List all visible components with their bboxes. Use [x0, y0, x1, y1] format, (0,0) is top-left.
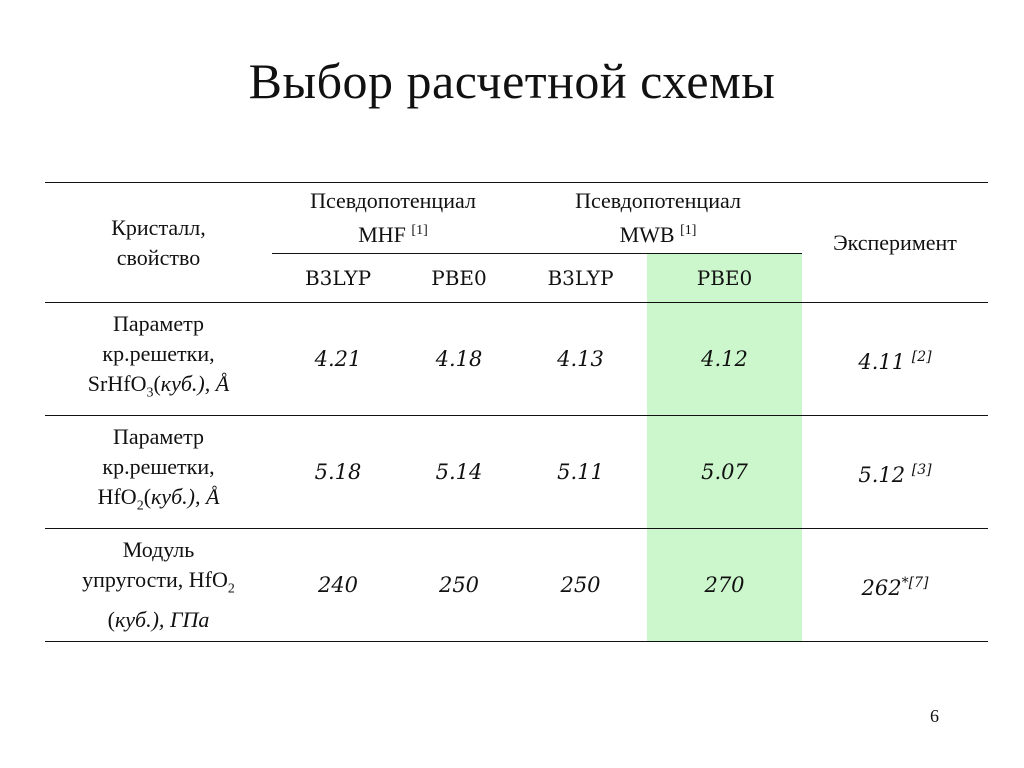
formula-post: ( — [143, 484, 152, 510]
formula-sub: 2 — [136, 498, 144, 514]
cell-value: 5.14 — [404, 416, 514, 529]
formula-unit: ), Å — [187, 484, 220, 510]
experiment-value: 5.12 — [858, 462, 906, 487]
header-group-mwb-line1: Псевдопотенциал — [575, 188, 741, 213]
cell-value: 250 — [404, 529, 514, 642]
row-label-line1: Параметр — [113, 311, 204, 337]
formula-post: ( — [153, 371, 161, 397]
cell-value: 4.13 — [514, 303, 647, 416]
row-label — [45, 416, 272, 529]
row-label-line3 — [45, 605, 272, 635]
formula-sub: 3 — [146, 385, 154, 401]
cell-value: 4.21 — [272, 303, 404, 416]
comparison-table — [45, 182, 988, 642]
formula-sub: 2 — [227, 581, 235, 597]
formula-pre: HfO — [97, 484, 137, 510]
cell-value-highlighted: 270 — [647, 529, 802, 642]
cell-value: 240 — [272, 529, 404, 642]
row-label-formula — [45, 369, 272, 408]
header-group-mhf — [272, 183, 514, 254]
formula-unit: ), Å — [197, 371, 230, 397]
header-group-mhf-line1: Псевдопотенциал — [310, 188, 476, 213]
row-label-line1: Параметр — [113, 424, 204, 450]
header-method-b3lyp-mhf: B3LYP — [272, 254, 404, 303]
table-row — [45, 416, 988, 529]
header-group-mwb — [514, 183, 802, 254]
cell-experiment — [802, 416, 988, 529]
header-group-mhf-line2: MHF — [358, 222, 406, 247]
cell-experiment — [802, 303, 988, 416]
cell-value: 5.18 — [272, 416, 404, 529]
header-experiment: Эксперимент — [802, 183, 988, 303]
row-label — [45, 529, 272, 642]
cell-value-highlighted: 4.12 — [647, 303, 802, 416]
header-group-mwb-ref: [1] — [680, 223, 697, 238]
page-number: 6 — [930, 706, 939, 726]
table-row — [45, 303, 988, 416]
header-row-1 — [45, 183, 988, 254]
line3-unit: ГПа — [169, 606, 210, 632]
experiment-ref: [3] — [911, 461, 932, 478]
row-label — [45, 303, 272, 416]
slide-title: Выбор расчетной схемы — [248, 53, 776, 109]
formula-italic: куб. — [151, 484, 188, 510]
row-label-line2: кр.решетки, — [102, 454, 215, 480]
cell-value: 250 — [514, 529, 647, 642]
header-method-pbe0-mwb: PBE0 — [647, 254, 802, 303]
header-group-mwb-line2: MWB — [619, 222, 675, 247]
header-group-mhf-line2-wrap — [272, 216, 514, 250]
header-method-pbe0-mhf: PBE0 — [404, 254, 514, 303]
header-crystal-property — [45, 183, 272, 303]
experiment-value: 4.11 — [858, 349, 906, 374]
header-crystal-line2: свойство — [116, 244, 201, 270]
header-method-b3lyp-mwb: B3LYP — [514, 254, 647, 303]
row-label-formula — [45, 482, 272, 521]
line3-post: ), — [151, 606, 170, 632]
header-group-mwb-line2-wrap — [514, 216, 802, 250]
table-row — [45, 529, 988, 642]
formula-pre: SrHfO — [87, 371, 147, 397]
cell-value: 5.11 — [514, 416, 647, 529]
formula-italic: куб. — [160, 371, 198, 397]
cell-value: 4.18 — [404, 303, 514, 416]
header-group-mhf-ref: [1] — [411, 223, 428, 238]
cell-experiment — [802, 529, 988, 642]
experiment-ref: [2] — [911, 348, 932, 365]
row-label-line1: Модуль — [122, 537, 195, 563]
row-label-line2: кр.решетки, — [102, 341, 215, 367]
formula-pre: упругости, HfO — [82, 567, 228, 593]
experiment-value: 262 — [861, 575, 902, 600]
line3-italic: куб. — [114, 606, 152, 632]
cell-value-highlighted: 5.07 — [647, 416, 802, 529]
line3-pre: ( — [107, 606, 115, 632]
row-label-formula — [45, 565, 272, 604]
experiment-ref: *[7] — [901, 574, 929, 591]
header-crystal-line1: Кристалл, — [111, 214, 206, 240]
